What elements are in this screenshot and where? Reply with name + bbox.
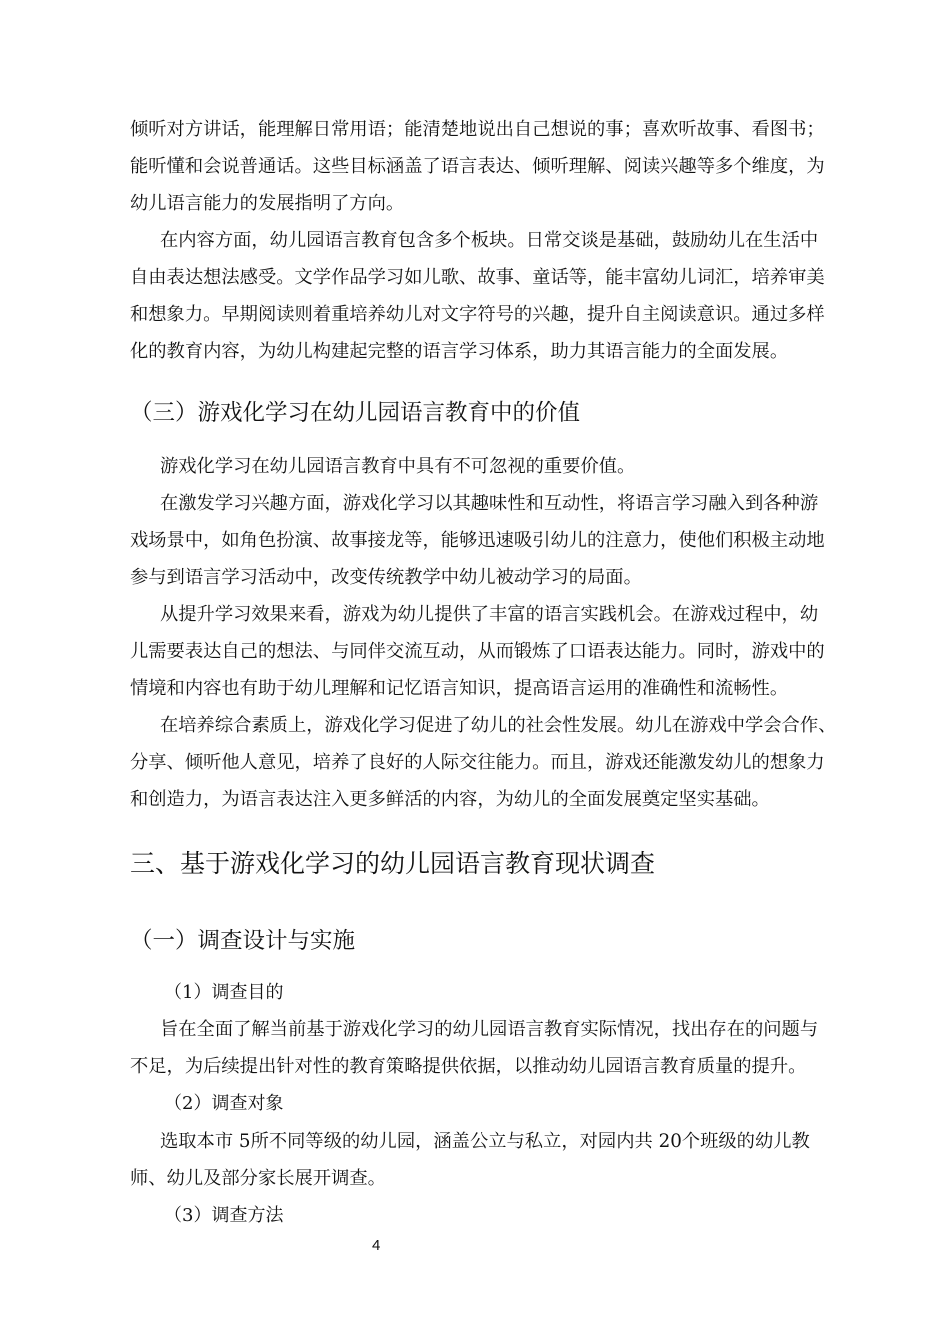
paragraph-line: 自由表达想法感受。文学作品学习如儿歌、故事、童话等，能丰富幼儿词汇，培养审美	[130, 267, 825, 288]
section-heading: （一）调查设计与实施	[130, 928, 356, 954]
paragraph-line: 选取本市 5所不同等级的幼儿园，涵盖公立与私立，对园内共 20个班级的幼儿教	[160, 1131, 810, 1152]
paragraph-line: 师、幼儿及部分家长展开调查。	[130, 1168, 386, 1189]
subsection-label: （2）调查对象	[164, 1093, 284, 1114]
section-heading: （三）游戏化学习在幼儿园语言教育中的价值	[130, 400, 581, 426]
paragraph-line: 倾听对方讲话，能理解日常用语；能清楚地说出自己想说的事；喜欢听故事、看图书；	[130, 119, 825, 140]
paragraph-line: 和创造力，为语言表达注入更多鲜活的内容，为幼儿的全面发展奠定坚实基础。	[130, 789, 770, 810]
paragraph-line: 从提升学习效果来看，游戏为幼儿提供了丰富的语言实践机会。在游戏过程中，幼	[160, 604, 819, 625]
subsection-label: （3）调查方法	[164, 1205, 284, 1226]
paragraph-line: 幼儿语言能力的发展指明了方向。	[130, 193, 405, 214]
paragraph-line: 情境和内容也有助于幼儿理解和记忆语言知识，提高语言运用的准确性和流畅性。	[130, 678, 789, 699]
paragraph-line: 戏场景中，如角色扮演、故事接龙等，能够迅速吸引幼儿的注意力，使他们积极主动地	[130, 530, 825, 551]
paragraph-line: 能听懂和会说普通话。这些目标涵盖了语言表达、倾听理解、阅读兴趣等多个维度，为	[130, 156, 825, 177]
paragraph-line: 在内容方面，幼儿园语言教育包含多个板块。日常交谈是基础，鼓励幼儿在生活中	[160, 230, 819, 251]
paragraph-line: 儿需要表达自己的想法、与同伴交流互动，从而锻炼了口语表达能力。同时，游戏中的	[130, 641, 825, 662]
paragraph-line: 参与到语言学习活动中，改变传统教学中幼儿被动学习的局面。	[130, 567, 642, 588]
paragraph-line: 分享、倾听他人意见，培养了良好的人际交往能力。而且，游戏还能激发幼儿的想象力	[130, 752, 825, 773]
paragraph-line: 化的教育内容，为幼儿构建起完整的语言学习体系，助力其语言能力的全面发展。	[130, 341, 789, 362]
subsection-label: （1）调查目的	[164, 982, 284, 1003]
paragraph-line: 在培养综合素质上，游戏化学习促进了幼儿的社会性发展。幼儿在游戏中学会合作、	[160, 715, 837, 736]
paragraph-line: 不足，为后续提出针对性的教育策略提供依据，以推动幼儿园语言教育质量的提升。	[130, 1056, 807, 1077]
paragraph-line: 游戏化学习在幼儿园语言教育中具有不可忽视的重要价值。	[160, 456, 636, 477]
paragraph-line: 在激发学习兴趣方面，游戏化学习以其趣味性和互动性，将语言学习融入到各种游	[160, 493, 819, 514]
paragraph-line: 和想象力。早期阅读则着重培养幼儿对文字符号的兴趣，提升自主阅读意识。通过多样	[130, 304, 825, 325]
chapter-heading: 三、基于游戏化学习的幼儿园语言教育现状调查	[130, 849, 656, 878]
page-number: 4	[372, 1237, 381, 1254]
paragraph-line: 旨在全面了解当前基于游戏化学习的幼儿园语言教育实际情况，找出存在的问题与	[160, 1019, 819, 1040]
